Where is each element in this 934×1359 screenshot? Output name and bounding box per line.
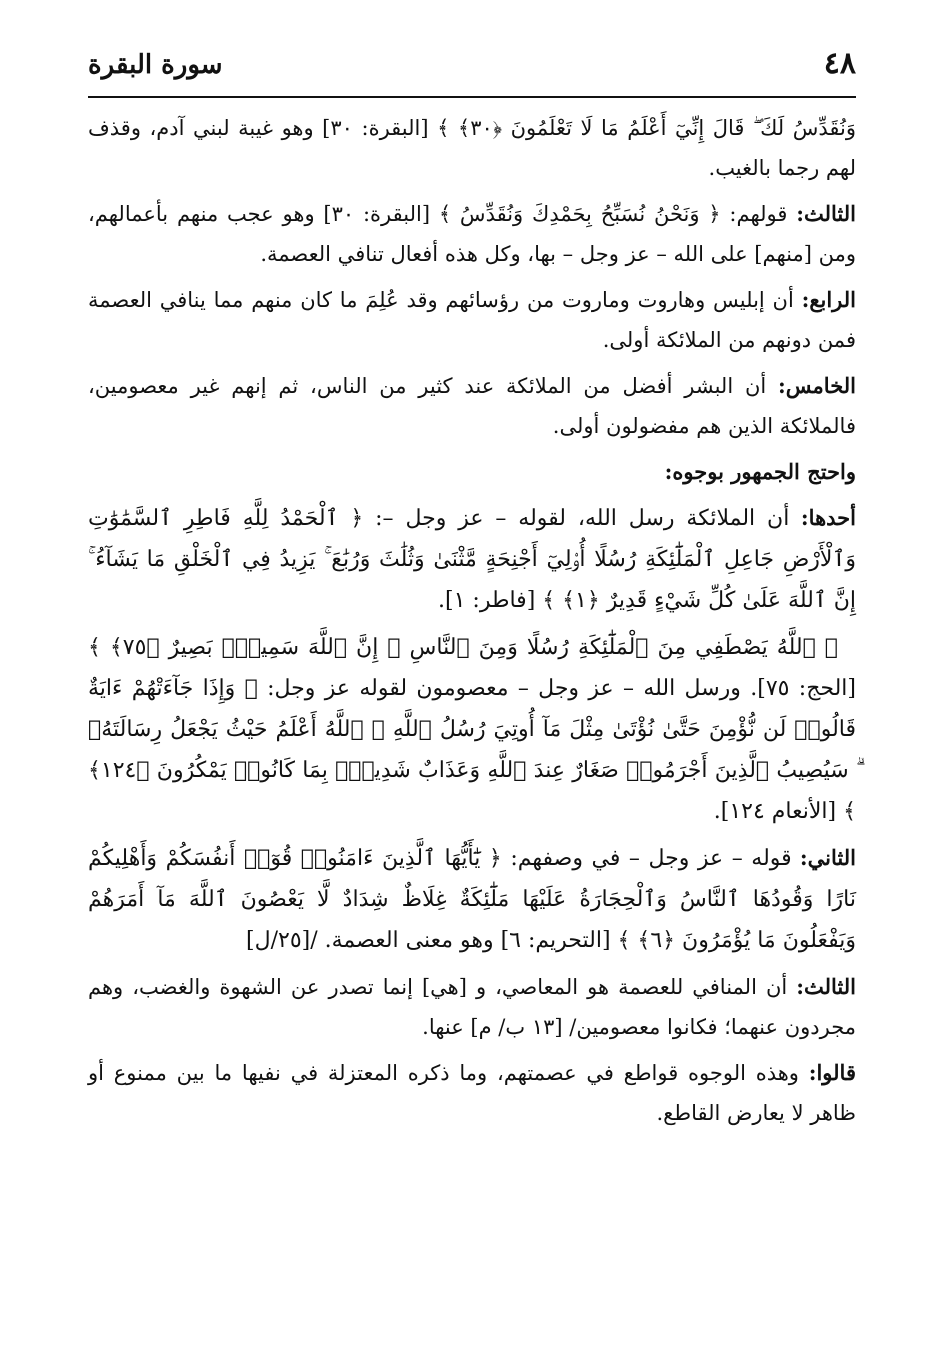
paragraph-text: ﴿ ٱللَّهُ يَصْطَفِي مِنَ ٱلْمَلَٰٓئِكَةِ رُسُلًا وَمِنَ ٱلنَّاسِ ۚ إِنَّ ٱللَّهَ سَمِيعٌۢ بَصِيرٌ ﴿٧٥﴾ ﴾ [الحج: ٧٥]. ورسل الله – عز وجل – معصومون لقوله عز وجل: ﴿ وَإِذَا جَآءَتْهُمْ ءَايَةٌ قَالُوا۟ لَن نُّؤْمِنَ حَتَّىٰ نُؤْتَىٰ مِثْلَ مَآ أُوتِيَ رُسُلُ ٱللَّهِ ۘ ٱللَّهُ أَعْلَمُ حَيْثُ يَجْعَلُ رِسَالَتَهُۥ ۗ سَيُصِيبُ ٱلَّذِينَ أَجْرَمُوا۟ صَغَارٌ عِندَ ٱللَّهِ وَعَذَابٌ شَدِيدٌۢ بِمَا كَانُوا۟ يَمْكُرُونَ ﴿١٢٤﴾ ﴾ [الأنعام ١٢٤]. bbox=[88, 635, 856, 824]
paragraph bbox=[88, 1053, 856, 1133]
paragraph-label: الثالث: bbox=[796, 974, 856, 999]
paragraph-text: أن إبليس وهاروت وماروت من رؤسائهم وقد عُلِمَ ما كان منهم مما ينافي العصمة فمن دونهم من الملائكة أولى. bbox=[88, 288, 856, 352]
paragraph-label: الرابع: bbox=[801, 287, 856, 312]
paragraph-text: أن الملائكة رسل الله، لقوله – عز وجل –: ﴿ ٱلْحَمْدُ لِلَّهِ فَاطِرِ ٱلسَّمَٰوَٰتِ وَٱلْأَرْضِ جَاعِلِ ٱلْمَلَٰٓئِكَةِ رُسُلًا أُو۟لِيٓ أَجْنِحَةٍ مَّثْنَىٰ وَثُلَٰثَ وَرُبَٰعَ ۚ يَزِيدُ فِي ٱلْخَلْقِ مَا يَشَآءُ ۚ إِنَّ ٱللَّهَ عَلَىٰ كُلِّ شَيْءٍ قَدِيرٌ ﴿١﴾ ﴾ [فاطر: ١]. bbox=[88, 506, 856, 613]
paragraph-text: أن المنافي للعصمة هو المعاصي، و [هي] إنما تصدر عن الشهوة والغضب، وهم مجردون عنهما؛ فكانوا معصومين/ [١٣ ب/ م] عنها. bbox=[88, 975, 856, 1039]
paragraph-text: وهذه الوجوه قواطع في عصمتهم، وما ذكره المعتزلة في نفيها ما بين ممنوع أو ظاهر لا يعارض القاطع. bbox=[88, 1061, 856, 1125]
paragraph-text: قوله – عز وجل – في وصفهم: ﴿ يَٰٓأَيُّهَا ٱلَّذِينَ ءَامَنُوا۟ قُوٓا۟ أَنفُسَكُمْ وَأَهْلِيكُمْ نَارًا وَقُودُهَا ٱلنَّاسُ وَٱلْحِجَارَةُ عَلَيْهَا مَلَٰٓئِكَةٌ غِلَاظٌ شِدَادٌ لَّا يَعْصُونَ ٱللَّهَ مَآ أَمَرَهُمْ وَيَفْعَلُونَ مَا يُؤْمَرُونَ ﴿٦﴾ ﴾ [التحريم: ٦] وهو معنى العصمة. /[٢٥/ل] bbox=[88, 846, 856, 953]
surah-title: سورة البقرة bbox=[88, 50, 223, 80]
paragraph-text: أن البشر أفضل من الملائكة عند كثير من الناس، ثم إنهم غير معصومين، فالملائكة الذين هم مفضولون أولى. bbox=[88, 374, 856, 438]
paragraph-label: الثالث: bbox=[796, 201, 856, 226]
page-body bbox=[88, 108, 856, 1299]
paragraph bbox=[88, 194, 856, 274]
paragraph bbox=[88, 627, 856, 832]
paragraph-label: الثاني: bbox=[799, 845, 856, 870]
paragraph-label: أحدها: bbox=[800, 505, 856, 530]
paragraph bbox=[88, 366, 856, 446]
paragraph-label: قالوا: bbox=[808, 1060, 856, 1085]
section-heading: واحتج الجمهور بوجوه: bbox=[664, 459, 856, 484]
paragraph bbox=[88, 108, 856, 188]
paragraph bbox=[88, 498, 856, 621]
paragraph-text: قولهم: ﴿ وَنَحْنُ نُسَبِّحُ بِحَمْدِكَ وَنُقَدِّسُ ﴾ [البقرة: ٣٠] وهو عجب منهم بأعمالهم، ومن [منهم] على الله – عز وجل – بها، وكل هذه أفعال تنافي العصمة. bbox=[88, 202, 856, 266]
paragraph-label: الخامس: bbox=[778, 373, 856, 398]
page-header bbox=[88, 40, 856, 98]
paragraph bbox=[88, 967, 856, 1047]
page-number: ٤٨ bbox=[823, 46, 856, 81]
paragraph-text: وَنُقَدِّسُ لَكَ ۖ قَالَ إِنِّيٓ أَعْلَمُ مَا لَا تَعْلَمُونَ ﴿٣٠﴾ ﴾ [البقرة: ٣٠] وهو غيبة لبني آدم، وقذف لهم رجما بالغيب. bbox=[88, 116, 857, 180]
paragraph bbox=[88, 838, 856, 961]
paragraph bbox=[88, 280, 856, 360]
